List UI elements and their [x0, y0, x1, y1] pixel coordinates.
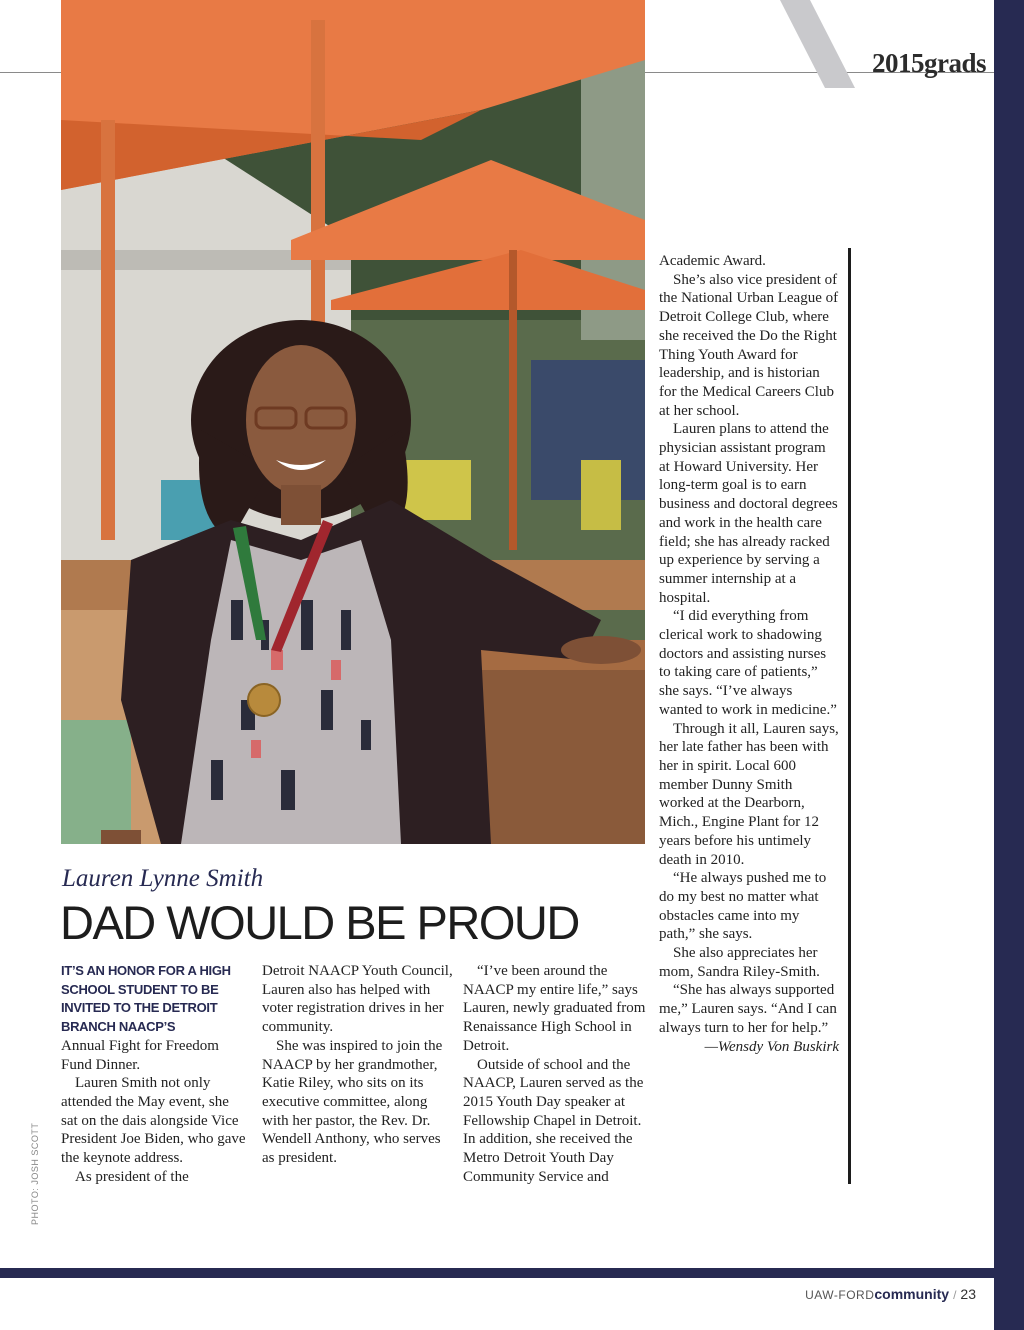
article-column-3: [463, 962, 647, 1186]
paragraph: Lauren plans to attend the physician assistant program at Howard University. Her long-term goal is to earn business and doctoral degrees and work in the health care field; she has already racked up experience by serving a summer internship at a hospital.: [659, 421, 838, 606]
paragraph: Outside of school and the NAACP, Lauren served as the 2015 Youth Day speaker at Fellowship Chapel in Detroit. In addition, she received the Metro Detroit Youth Day Community Service and: [463, 1056, 644, 1185]
footer-bar: [0, 1268, 994, 1278]
paragraph: She also appreciates her mom, Sandra Riley-Smith.: [659, 945, 820, 980]
paragraph: Academic Award.: [659, 253, 766, 269]
section-tag-word: grads: [923, 48, 986, 78]
page-footer: [805, 1286, 976, 1302]
subject-name: Lauren Lynne Smith: [62, 865, 264, 892]
section-tag: [872, 48, 986, 79]
portrait-photo: [61, 0, 645, 844]
paragraph: Detroit NAACP Youth Council, Lauren also has helped with voter registration drives in her community.: [262, 963, 453, 1036]
article-column-2: [262, 962, 454, 1168]
footer-brand-prefix: UAW-FORD: [805, 1288, 875, 1302]
lead-in: IT’S AN HONOR FOR A HIGH SCHOOL STUDENT TO BE INVITED TO THE DETROIT BRANCH NAACP’S: [61, 963, 231, 1035]
paragraph: Lauren Smith not only attended the May event, she sat on the dais alongside Vice President Joe Biden, who gave the keynote address.: [61, 1075, 246, 1167]
photo-credit: PHOTO: JOSH SCOTT: [30, 1122, 40, 1225]
paragraph: “He always pushed me to do my best no matter what obstacles came into my path,” she says.: [659, 870, 827, 943]
paragraph: “She has always supported me,” Lauren says. “And I can always turn to her for help.”: [659, 982, 837, 1036]
paragraph: Annual Fight for Freedom Fund Dinner.: [61, 1037, 219, 1073]
paragraph: She was inspired to join the NAACP by her grandmother, Katie Riley, who sits on its executive committee, along with her pastor, the Rev. Dr. Wendell Anthony, who serves as president.: [262, 1037, 443, 1167]
paragraph: She’s also vice president of the National Urban League of Detroit College Club, where she received the Do the Right Thing Youth Award for leadership, and is historian for the Medical Careers Club at her school.: [659, 271, 839, 419]
header-wedge-graphic: [780, 0, 860, 88]
byline: —Wensdy Von Buskirk: [704, 1038, 839, 1055]
footer-brand-name: community: [874, 1286, 950, 1302]
column-rule: [848, 248, 851, 1184]
page-number: 23: [960, 1286, 976, 1302]
page-edge-bar: [994, 0, 1024, 1330]
paragraph: Through it all, Lauren says, her late father has been with her in spirit. Local 600 member Dunny Smith worked at the Dearborn, Mich., Engine Plant for 12 years before his untimely death in 2010.: [659, 720, 839, 868]
portrait-photo-illustration: [61, 0, 645, 844]
article-headline: DAD WOULD BE PROUD: [60, 896, 579, 949]
article-column-4: [659, 252, 839, 1056]
paragraph: “I’ve been around the NAACP my entire life,” says Lauren, newly graduated from Renaissance High School in Detroit.: [463, 963, 646, 1054]
paragraph: “I did everything from clerical work to shadowing doctors and assisting nurses to taking care of patients,” she says. “I’ve always wanted to work in medicine.”: [659, 608, 837, 718]
footer-separator: /: [953, 1288, 957, 1302]
paragraph: As president of the: [75, 1168, 189, 1185]
article-column-1: [61, 962, 246, 1186]
section-tag-number: 2015: [871, 48, 924, 78]
